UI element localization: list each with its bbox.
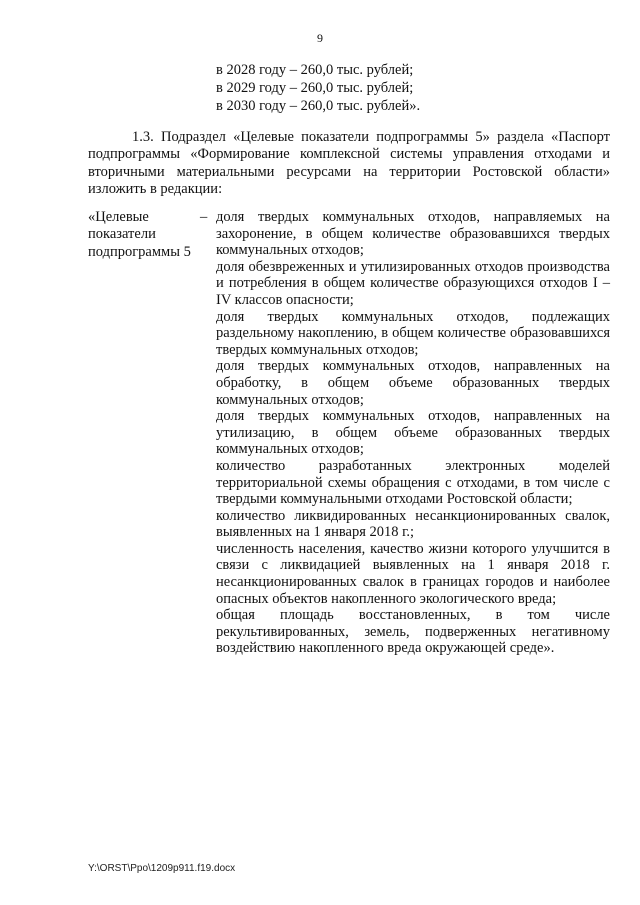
indicator-list (216, 209, 610, 657)
budget-lines (216, 61, 420, 115)
intro-paragraph: 1.3. Подраздел «Целевые показатели подпрограммы 5» раздела «Паспорт подпрограммы «Формирование комплексной системы управления отходами и вторичными материальными ресурсами на территории Ростовской области» изложить в редакции: (88, 129, 610, 198)
indicator-item: количество ликвидированных несанкционированных свалок, выявленных на 1 января 2018 г.; (216, 507, 610, 541)
indicator-item: доля твердых коммунальных отходов, направленных на обработку, в общем объеме образованных твердых коммунальных отходов; (216, 358, 610, 408)
budget-line-2029: в 2029 году – 260,0 тыс. рублей; (216, 80, 414, 96)
label-dash: – (200, 209, 208, 225)
indicator-item: доля обезвреженных и утилизированных отходов производства и потребления в общем количестве образующихся отходов I – IV классов опасности; (216, 258, 610, 308)
budget-line-2030: в 2030 году – 260,0 тыс. рублей». (216, 98, 421, 114)
indicator-item: доля твердых коммунальных отходов, направляемых на захоронение, в общем количестве образовавшихся твердых коммунальных отходов; (216, 209, 610, 259)
section-label: «Целевые показатели подпрограммы 5 (88, 209, 191, 260)
footer-file-path: Y:\ORST\Ppo\1209p911.f19.docx (88, 863, 236, 874)
page-number: 9 (317, 31, 323, 45)
indicator-item: доля твердых коммунальных отходов, подлежащих раздельному накоплению, в общем количестве образовавшихся твердых коммунальных отходов; (216, 308, 610, 358)
budget-line-2028: в 2028 году – 260,0 тыс. рублей; (216, 62, 414, 78)
indicator-item: общая площадь восстановленных, в том числе рекультивированных, земель, подверженных негативному воздействию накопленного вреда окружающей среде». (216, 607, 610, 657)
indicator-item: количество разработанных электронных моделей территориальной схемы обращения с отходами, в том числе с твердыми коммунальными отходами Ростовской области; (216, 457, 610, 508)
indicator-item: численность населения, качество жизни которого улучшится в связи с ликвидацией выявленных на 1 января 2018 г. несанкционированных свалок в границах городов и наиболее опасных объектов накопленного экологического вреда; (216, 540, 610, 607)
indicator-item: доля твердых коммунальных отходов, направленных на утилизацию, в общем объеме образованных твердых коммунальных отходов; (216, 408, 610, 458)
